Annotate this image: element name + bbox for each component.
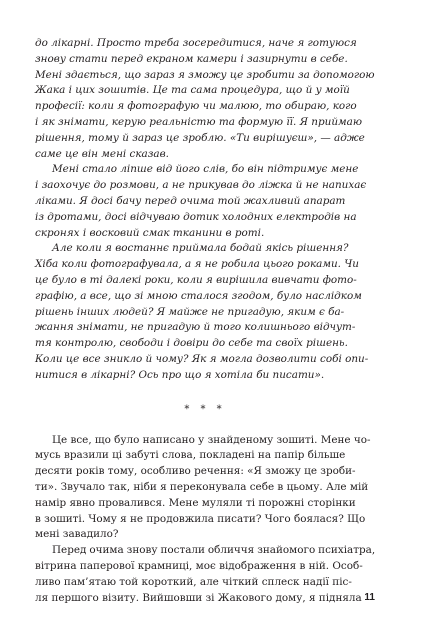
- text-line: знову стати перед екраном камери і зазирнути в себе.: [35, 52, 348, 65]
- text-line: Жака і цих зошитів. Це та сама процедура, що й у моїй: [35, 84, 350, 97]
- text-line: рішень інших людей? Я майже не пригадую, яким є ба-: [35, 305, 345, 318]
- text-line: і заохочує до розмови, а не прикував до ліжка й не напихає: [35, 179, 367, 192]
- regular-paragraph-2: [35, 543, 375, 606]
- text-line: Мені стало ліпше від його слів, бо він підтримує мене: [52, 163, 359, 176]
- text-line: мені завадило?: [35, 528, 119, 541]
- text-line: Коли це все зникло й чому? Як я могла дозволити собі опи-: [35, 352, 369, 365]
- text-line: ля першого візиту. Вийшовши зі Жакового дому, я підняла: [35, 591, 362, 604]
- text-line: Перед очима знову постали обличчя знайомого психіатра,: [52, 544, 376, 557]
- book-page: [35, 36, 375, 606]
- text-line: і як знімати, керую реальністю та формую її. Я приймаю: [35, 115, 362, 128]
- text-line: Це все, що було написано у знайденому зошиті. Мене чо-: [52, 433, 371, 446]
- text-line: Але коли я востаннє приймала бодай якісь рішення?: [52, 242, 349, 255]
- text-line: до лікарні. Просто треба зосередитися, наче я готуюся: [35, 37, 357, 49]
- text-line: намір явно провалився. Мене муляли ті порожні сторінки: [35, 496, 356, 509]
- text-line: ліками. Я досі бачу перед очима той жахливий апарат: [35, 194, 346, 207]
- text-line: рішення, тому й зараз це зроблю. «Ти вирішуєш», — адже: [35, 131, 365, 144]
- text-line: мусь вразили ці забуті слова, покладені на папір більше: [35, 449, 346, 462]
- text-line: жання знімати, не пригадую й того колишнього відчут-: [35, 321, 356, 334]
- text-line: саме це він мені сказав.: [35, 147, 169, 160]
- section-separator: * * *: [184, 403, 226, 415]
- text-line: Хіба коли фотографувала, а я не робила цього роками. Чи: [35, 258, 359, 271]
- text-line: це було в ті далекі роки, коли я вирішила вивчати фото-: [35, 273, 357, 286]
- text-line: професії: коли я фотографую чи малюю, то обираю, кого: [35, 100, 357, 113]
- regular-paragraph-1: [35, 433, 375, 544]
- text-line: нитися в лікарні? Ось про що я хотіла би писати».: [35, 368, 325, 381]
- italic-paragraph-3: [35, 241, 375, 383]
- text-line: із дротами, досі відчуваю дотик холодних електродів на: [35, 210, 357, 223]
- text-line: Мені здається, що зараз я зможу це зробити за допомогою: [35, 68, 375, 81]
- italic-paragraph-1: [35, 36, 375, 162]
- text-line: скронях і восковий смак тканини в роті.: [35, 226, 265, 239]
- page-number: 11: [364, 592, 375, 603]
- italic-paragraph-2: [35, 162, 375, 241]
- text-line: вітрина паперової крамниці, моє відображення в ній. Особ-: [35, 559, 363, 572]
- text-line: ливо пам’ятаю той короткий, але чіткий сплеск надії піс-: [35, 575, 352, 588]
- text-line: ти». Звучало так, ніби я переконувала себе в цьому. Але мій: [35, 480, 369, 493]
- text-line: в зошиті. Чому я не продовжила писати? Чого боялася? Що: [35, 512, 366, 525]
- text-line: тя контролю, свободи і довіри до себе та своїх рішень.: [35, 337, 348, 350]
- text-line: десяти років тому, особливо речення: «Я зможу це зроби-: [35, 465, 356, 478]
- text-line: графію, а все, що зі мною сталося згодом, було наслідком: [35, 289, 362, 302]
